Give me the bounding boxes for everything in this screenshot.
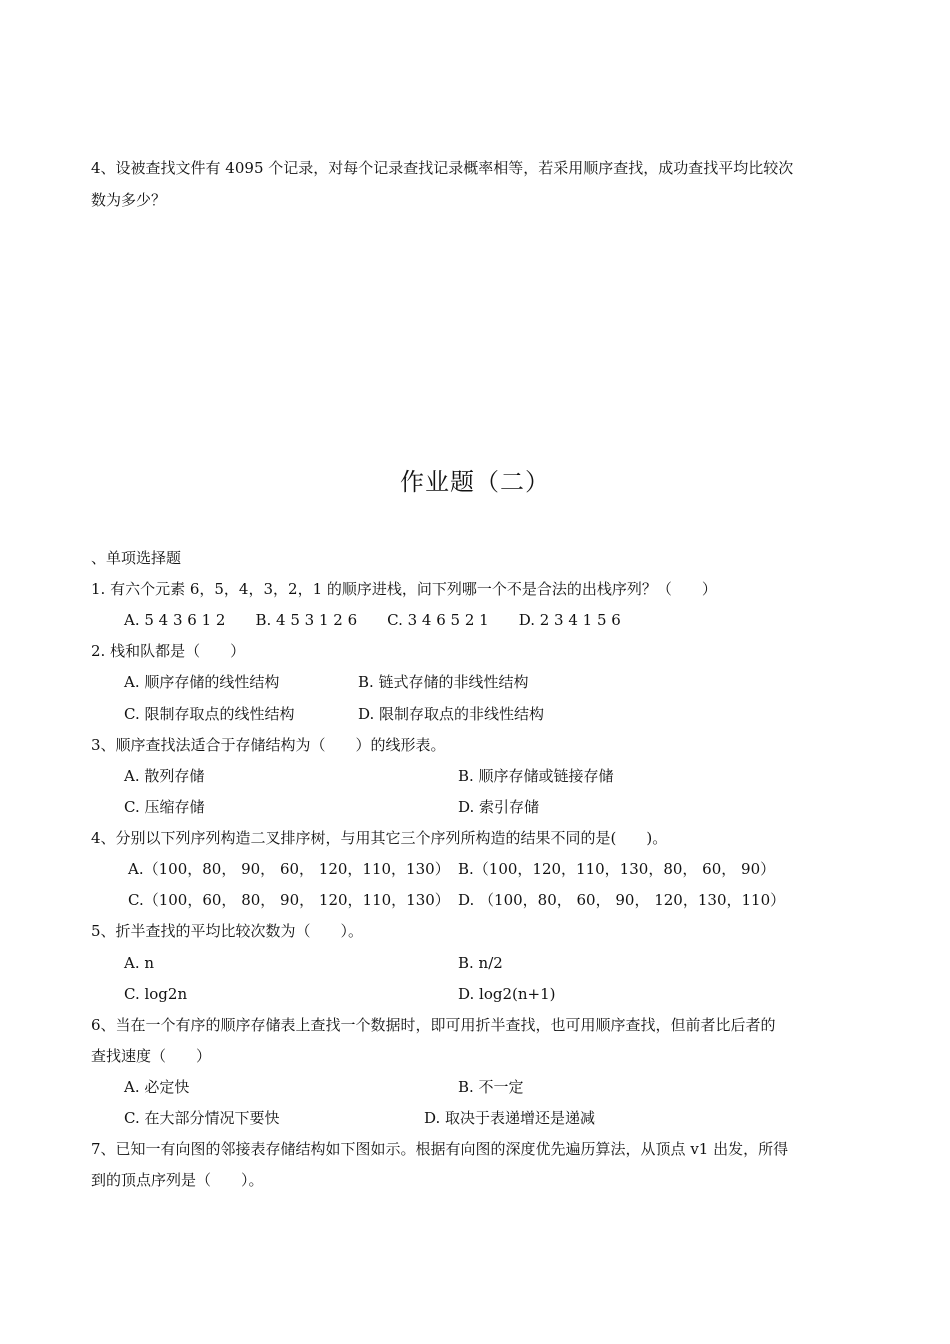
question-3-option-d: D. 索引存储 — [458, 798, 540, 816]
question-4-option-a: A.（100，80， 90， 60， 120，110，130） — [128, 860, 450, 878]
question-7-line1: 7、已知一有向图的邻接表存储结构如下图如示。根据有向图的深度优先遍历算法，从顶点 v1 出发，所得 — [91, 1140, 789, 1158]
question-6-line2: 查找速度（ ） — [91, 1047, 212, 1065]
question-6-line1: 6、当在一个有序的顺序存储表上查找一个数据时，即可用折半查找，也可用顺序查找，但前者比后者的 — [91, 1016, 776, 1034]
question-5: 5、折半查找的平均比较次数为（ ）。 — [91, 922, 364, 940]
question-6-option-b: B. 不一定 — [458, 1078, 524, 1096]
question-2-option-c: C. 限制存取点的线性结构 — [124, 705, 295, 723]
question-3-option-a: A. 散列存储 — [124, 767, 205, 785]
question-5-option-b: B. n/2 — [458, 954, 503, 972]
question-2: 2. 栈和队都是（ ） — [91, 642, 246, 660]
question-3-option-b: B. 顺序存储或链接存储 — [458, 767, 614, 785]
question-3-option-c: C. 压缩存储 — [124, 798, 205, 816]
question-1: 1. 有六个元素 6，5，4，3，2，1 的顺序进栈，问下列哪一个不是合法的出栈序列？（ ） — [91, 580, 717, 598]
question-5-option-c: C. log2n — [124, 985, 188, 1003]
question-4-option-c: C.（100，60， 80， 90， 120，110，130） — [128, 891, 450, 909]
section-heading: 、单项选择题 — [91, 549, 182, 567]
question-4-option-b: B.（100，120，110，130，80， 60， 90） — [458, 860, 776, 878]
question-4: 4、分别以下列序列构造二叉排序树，与用其它三个序列所构造的结果不同的是( )。 — [91, 829, 668, 847]
page-title: 作业题（二） — [400, 468, 550, 496]
question-2-option-a: A. 顺序存储的线性结构 — [124, 673, 280, 691]
question-5-option-d: D. log2(n+1) — [458, 985, 556, 1003]
question-6-option-c: C. 在大部分情况下要快 — [124, 1109, 280, 1127]
prev-q4-line1: 4、设被查找文件有 4095 个记录，对每个记录查找记录概率相等，若采用顺序查找，成功查找平均比较次 — [91, 159, 794, 177]
question-2-option-d: D. 限制存取点的非线性结构 — [358, 705, 545, 723]
question-7-line2: 到的顶点序列是（ ）。 — [91, 1171, 264, 1189]
question-1-options: A. 5 4 3 6 1 2 B. 4 5 3 1 2 6 C. 3 4 6 5 2 1 D. 2 3 4 1 5 6 — [124, 611, 621, 629]
question-4-option-d: D. （100，80， 60， 90， 120，130，110） — [458, 891, 786, 909]
question-6-option-a: A. 必定快 — [124, 1078, 190, 1096]
question-3: 3、顺序查找法适合于存储结构为（ ）的线形表。 — [91, 736, 446, 754]
question-5-option-a: A. n — [124, 954, 155, 972]
question-6-option-d: D. 取决于表递增还是递减 — [424, 1109, 596, 1127]
question-2-option-b: B. 链式存储的非线性结构 — [358, 673, 529, 691]
prev-q4-line2: 数为多少？ — [91, 191, 167, 209]
